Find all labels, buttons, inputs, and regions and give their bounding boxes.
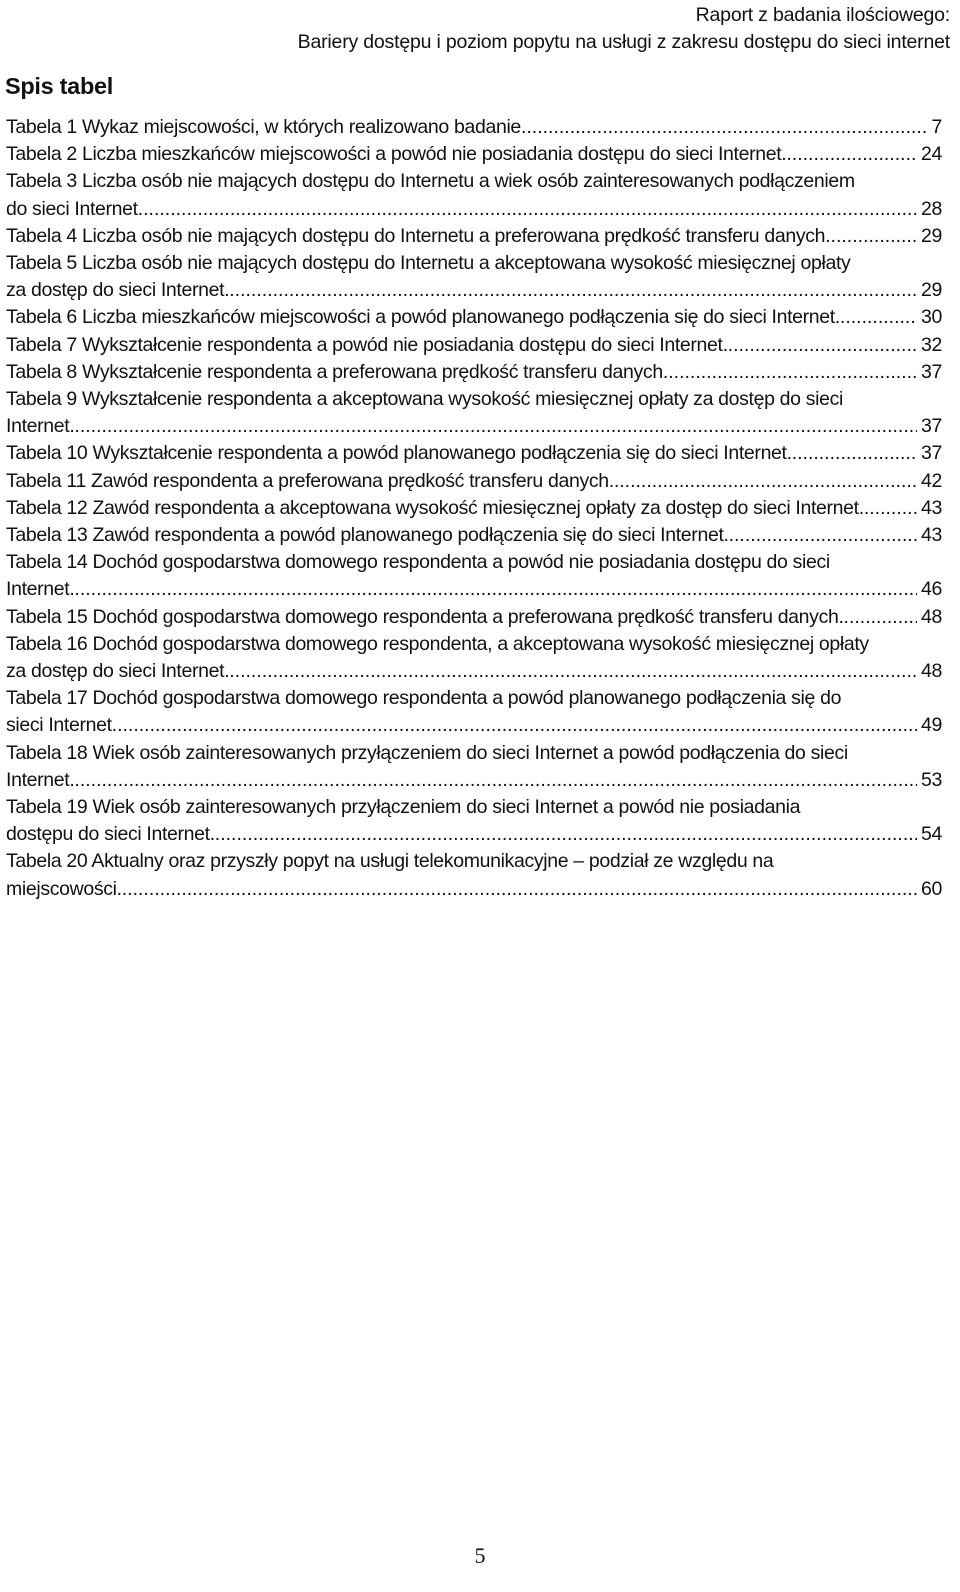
- toc-entry[interactable]: [6, 114, 942, 141]
- toc-entry-line: [6, 223, 942, 250]
- toc-entry-line: [6, 876, 942, 903]
- toc-entry-title: Tabela 13 Zawód respondenta a powód planowanego podłączenia się do sieci Internet.: [6, 524, 729, 547]
- toc-entry-page: 49: [921, 714, 942, 737]
- toc-entry-line: [6, 604, 942, 631]
- toc-entry-line: [6, 576, 942, 603]
- toc-entry-page: 48: [921, 660, 942, 683]
- toc-entry-title: Tabela 1 Wykaz miejscowości, w których realizowano badanie: [6, 116, 521, 138]
- toc-entry-page: 53: [921, 768, 942, 791]
- dot-leader: [825, 223, 917, 250]
- dot-leader: [844, 604, 917, 631]
- dot-leader: [74, 413, 917, 440]
- toc-entry-line: [6, 767, 942, 794]
- dot-leader: [786, 141, 917, 168]
- toc-entry-title-line: Tabela 20 Aktualny oraz przyszły popyt na usługi telekomunikacyjne – podział ze względu na: [6, 850, 774, 873]
- toc-entry-page: 43: [921, 496, 942, 519]
- toc-entry[interactable]: [6, 549, 942, 603]
- toc-entry-title: Tabela 11 Zawód respondenta a preferowana prędkość transferu danych.: [6, 469, 614, 492]
- toc-entry-title-line: Tabela 18 Wiek osób zainteresowanych przyłączeniem do sieci Internet a powód podłączenia do sieci: [6, 741, 848, 764]
- toc-entry-title: Tabela 4 Liczba osób nie mających dostępu do Internetu a preferowana prędkość transferu danych: [6, 224, 826, 247]
- toc-entry-page: 7: [931, 116, 942, 138]
- dot-leader: [122, 876, 917, 903]
- toc-entry[interactable]: [6, 685, 942, 739]
- toc-entry[interactable]: [6, 168, 942, 222]
- toc-entry-title: Internet.: [6, 578, 75, 601]
- toc-entry-line: [6, 495, 942, 522]
- toc-entry[interactable]: [6, 794, 942, 848]
- toc-entry[interactable]: [6, 304, 942, 331]
- dot-leader: [138, 196, 917, 223]
- toc-entry-title-line: Tabela 16 Dochód gospodarstwa domowego respondenta, a akceptowana wysokość miesięcznej opłaty: [6, 632, 869, 655]
- toc-entry-title: Tabela 15 Dochód gospodarstwa domowego respondenta a preferowana prędkość transferu danych.: [6, 605, 844, 628]
- running-header: [190, 2, 950, 56]
- toc-entry[interactable]: [6, 740, 942, 794]
- toc-entry[interactable]: [6, 522, 942, 549]
- toc-entry-title: Tabela 6 Liczba mieszkańców miejscowości a powód planowanego podłączenia się do sieci Internet.: [6, 306, 840, 329]
- toc-entry-line: [6, 114, 942, 141]
- toc-entry-title: sieci Internet: [6, 714, 112, 737]
- toc-entry-title-line: Tabela 5 Liczba osób nie mających dostępu do Internetu a akceptowana wysokość miesięcznej opłaty: [6, 252, 851, 275]
- toc-entry-title: za dostęp do sieci Internet.: [6, 660, 230, 683]
- toc-entry-page: 37: [921, 415, 942, 438]
- toc-entry[interactable]: [6, 250, 942, 304]
- toc-entry-title: Tabela 12 Zawód respondenta a akceptowana wysokość miesięcznej opłaty za dostęp do sieci Internet.: [6, 496, 864, 519]
- toc-entry-page: 43: [921, 524, 942, 547]
- dot-leader: [112, 712, 917, 739]
- table-of-tables: [6, 114, 942, 903]
- toc-entry-title: za dostęp do sieci Internet.: [6, 279, 230, 302]
- toc-entry-line: [6, 304, 942, 331]
- dot-leader: [792, 440, 917, 467]
- toc-entry-title: Internet.: [6, 768, 75, 791]
- toc-entry-page: 29: [921, 224, 942, 247]
- toc-entry-page: 42: [921, 469, 942, 492]
- toc-entry-title-line: Tabela 3 Liczba osób nie mających dostępu do Internetu a wiek osób zainteresowanych podłączeniem: [6, 170, 855, 193]
- toc-entry-line: [6, 141, 942, 168]
- dot-leader: [229, 658, 917, 685]
- toc-entry[interactable]: [6, 223, 942, 250]
- toc-entry-title-line: Tabela 19 Wiek osób zainteresowanych przyłączeniem do sieci Internet a powód nie posiadania: [6, 796, 801, 819]
- page-number: 5: [474, 1543, 486, 1568]
- dot-leader: [74, 767, 917, 794]
- toc-entry[interactable]: [6, 495, 942, 522]
- toc-entry-line: [6, 712, 942, 739]
- toc-entry-title: do sieci Internet: [6, 197, 138, 220]
- toc-entry-line: [6, 413, 942, 440]
- toc-entry[interactable]: [6, 141, 942, 168]
- dot-leader: [614, 468, 917, 495]
- toc-entry[interactable]: [6, 468, 942, 495]
- toc-entry-title-line: Tabela 14 Dochód gospodarstwa domowego respondenta a powód nie posiadania dostępu do sieci: [6, 551, 830, 574]
- toc-entry-page: 48: [921, 605, 942, 628]
- toc-entry[interactable]: [6, 359, 942, 386]
- dot-leader: [864, 495, 917, 522]
- toc-entry-page: 60: [921, 877, 942, 900]
- toc-entry-page: 28: [921, 197, 942, 220]
- toc-entry[interactable]: [6, 848, 942, 902]
- toc-entry[interactable]: [6, 440, 942, 467]
- toc-entry-line: [6, 522, 942, 549]
- toc-entry-title: Tabela 7 Wykształcenie respondenta a powód nie posiadania dostępu do sieci Internet.: [6, 333, 728, 356]
- toc-entry-page: 24: [921, 143, 942, 166]
- toc-entry-line: [6, 332, 942, 359]
- toc-entry[interactable]: [6, 386, 942, 440]
- dot-leader: [729, 522, 917, 549]
- toc-entry[interactable]: [6, 604, 942, 631]
- toc-entry-title: Tabela 8 Wykształcenie respondenta a preferowana prędkość transferu danych: [6, 360, 663, 383]
- toc-entry-title-line: Tabela 9 Wykształcenie respondenta a akceptowana wysokość miesięcznej opłaty za dostęp do sieci: [6, 388, 843, 411]
- toc-entry-page: 54: [921, 823, 942, 846]
- toc-entry-line: [6, 440, 942, 467]
- toc-entry-page: 37: [921, 360, 942, 383]
- toc-entry-page: 32: [921, 333, 942, 356]
- report-title: Raport z badania ilościowego:: [695, 4, 950, 26]
- toc-entry-page: 37: [921, 442, 942, 465]
- dot-leader: [521, 114, 928, 141]
- toc-entry-title: miejscowości.: [6, 877, 122, 900]
- toc-entry-title: Tabela 2 Liczba mieszkańców miejscowości a powód nie posiadania dostępu do sieci Internet.: [6, 143, 787, 166]
- dot-leader: [840, 304, 917, 331]
- toc-entry-page: 30: [921, 306, 942, 329]
- toc-entry-line: [6, 468, 942, 495]
- toc-entry-line: [6, 658, 942, 685]
- toc-entry-line: [6, 277, 942, 304]
- report-subtitle: Bariery dostępu i poziom popytu na usługi z zakresu dostępu do sieci internet: [297, 31, 950, 53]
- toc-entry-page: 46: [921, 578, 942, 601]
- toc-entry-title-line: Tabela 17 Dochód gospodarstwa domowego respondenta a powód planowanego podłączenia się do: [6, 687, 842, 710]
- toc-entry-title: Tabela 10 Wykształcenie respondenta a powód planowanego podłączenia się do sieci Internet.: [6, 442, 792, 465]
- toc-entry-page: 29: [921, 279, 942, 302]
- section-title: Spis tabel: [5, 73, 114, 99]
- dot-leader: [728, 332, 917, 359]
- toc-entry[interactable]: [6, 631, 942, 685]
- toc-entry-line: [6, 359, 942, 386]
- toc-entry-title: dostępu do sieci Internet.: [6, 823, 215, 846]
- toc-entry-line: [6, 821, 942, 848]
- toc-entry-line: [6, 196, 942, 223]
- dot-leader: [663, 359, 917, 386]
- toc-entry[interactable]: [6, 332, 942, 359]
- dot-leader: [74, 576, 917, 603]
- dot-leader: [229, 277, 917, 304]
- dot-leader: [215, 821, 917, 848]
- toc-entry-title: Internet.: [6, 415, 75, 438]
